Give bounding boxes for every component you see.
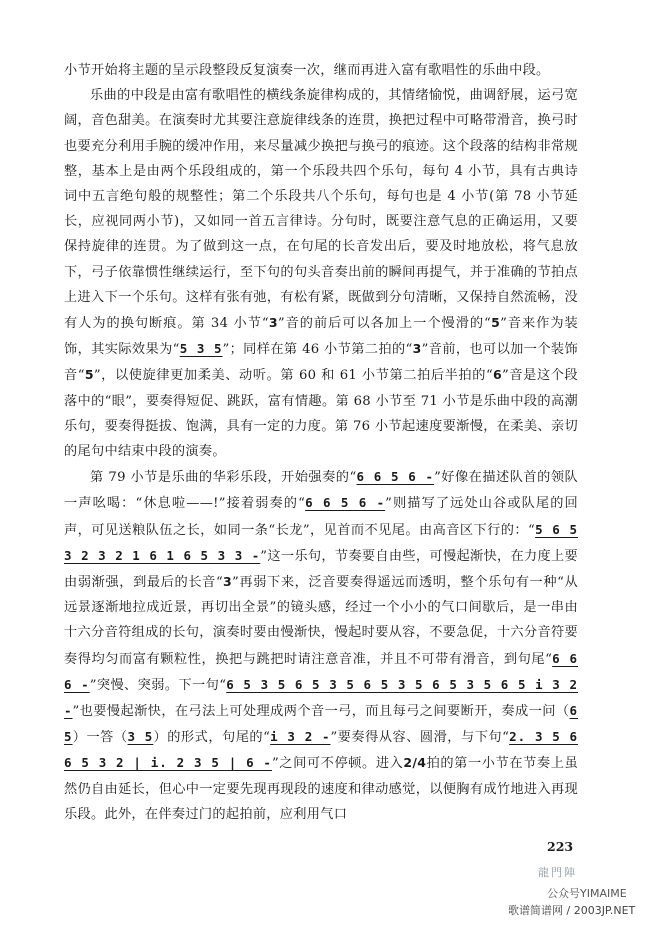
text-line: ”也要慢起渐快，在 [72,704,189,720]
text-line: 速度和律动感觉，以便胸有成竹地进入再现乐段。此外，在伴奏过门的起拍前，应利用气口 [64,781,578,822]
text-line: ）一答（ [72,730,128,746]
text-line: ”音的前后可以 [277,316,371,332]
text-line: 整性；第二个乐段共八个乐句，每句也是 4 小节(第 78 小节延长，应视同两小节)，又如同一 [64,189,579,230]
text-line: 拍的第一小节在节奏上虽然仍自由延长，但心中一定要先现再现段的 [64,756,578,797]
text-line: 利用手腕的缓冲作用，来尽量减少换把与换弓的痕迹。这个段落的结构非常规整，基本上是 [64,138,578,179]
jianpu-notation: 6 5 [64,703,578,745]
paragraph-2 [64,83,578,464]
time-signature: 2/4 [403,755,427,771]
text-line: ”这一乐句，节奏要自由些，可慢起渐快，在力度 [260,548,551,564]
text-line: 之间可不停顿。进入 [279,756,404,772]
jianpu-note: 3 [412,341,422,357]
text-line: 慢、突弱。下一句“ [110,677,227,693]
watermark-logo: 龍門陣 [538,866,577,879]
jianpu-notation: 2. 3 5 6 6 5 3 2 | i. 2 3 5 | 6 - [64,729,578,771]
text-line: 音奏出前的瞬间再提气，并于准确的节拍点上进入下一个乐句。这样有张有弛，有松有紧， [64,264,578,305]
text-line: ”再弱下来，泛音要奏得遥远而透明，整个乐句有一种“从 [232,575,578,591]
text-line: 至 71 小节是乐曲中段的高潮乐句，要奏得挺拔、饱满，具有一定的力度。第 76 小节起速度 [64,393,578,434]
text-line: 声，可见送粮队伍之长，如同一条“长龙”，见首而不见尾。由高音区下行的： [64,522,529,538]
text-line: 而富有颗粒性，换把与跳把时请注意音准，并且不可带有滑音，到句尾“ [118,651,553,667]
text-line: 一声吆喝：“休息啦——!”接着弱奏的“ [64,496,306,512]
jianpu-notation: 6 6 6 - [64,650,578,692]
text-line: ”则描写了远处山谷或队尾的回 [385,496,578,512]
text-line: 第 79 小节是乐曲的华彩乐段，开始强奏的“ [90,470,357,486]
jianpu-note: 3 [223,574,233,590]
text-line: 远景逐渐地拉成近景，再切出全景”的镜头感，经过一个小小的气口间歇后，是一串由十六 [64,600,578,641]
jianpu-note: 5 [84,367,94,383]
text-line: ”音前，也可以加一个装饰音“ [64,342,578,384]
watermark-text: 公众号YIMAIME [547,887,627,900]
text-line: ）的形式，句 [153,730,236,746]
jianpu-notation: 6 6 5 6 - [305,495,386,511]
paragraph-3 [64,464,578,827]
jianpu-note: 6 [493,367,503,383]
text-line: ” [271,756,279,772]
body-text [64,58,578,827]
text-line: 上要由弱渐强，到最后的长音“ [64,548,578,591]
text-line: 要渐慢，在柔美、亲切的尾句中结束中段的演奏。 [64,418,578,460]
text-line: 由两个乐段组成的，第一个乐段共四个乐句，每句 4 小节，具有古典诗词中五言绝句般的规 [64,163,578,205]
jianpu-notation: 5 3 5 [179,341,223,357]
jianpu-notation: 6 5 3 5 6 5 3 5 6 5 3 5 6 5 3 5 6 5 i 3 2 - [64,676,578,719]
text-line: ”，以使旋律更加柔美、动听。第 60 和 61 小节第 [93,368,404,384]
text-line: ”好像在描述队首的领队 [434,470,578,486]
text-line: ”；同样在第 46 小节第二拍 [222,342,392,358]
text-line: 在句尾的长音发出后，要及时地放松，将气息放下，弓子依靠惯性继续运行，至下句的句头 [64,239,578,280]
text-line: 二拍后半拍的“ [403,368,494,384]
text-line: 小节开始将主题的呈示段整段反复演奏一次，继而再进入富有歌唱性的乐曲中段。 [64,63,550,78]
text-line: ”音来作为装饰，其实际效果为“ [64,316,579,358]
text-line: 乐曲的中段是由富有歌唱性的横线条旋律构成的，其情绪愉悦，曲调舒展，运弓宽阔， [64,88,578,129]
text-line: 各加上一个慢滑的“ [370,316,492,332]
text-line: 尾的“ [235,730,271,746]
jianpu-notation: 6 6 5 6 - [356,469,435,485]
jianpu-notation: 3 5 [127,729,154,745]
text-line: 分音符组成的长句，演奏时要由慢渐快，慢起时要从容，不要急促，十六分音符要奏得均匀 [64,625,578,667]
text-line: ”突 [89,677,111,693]
jianpu-note: 3 [268,315,278,331]
paragraph-1 [64,58,578,83]
text-line: ”要奏得从容、圆滑，与下句“ [330,730,510,746]
page-number: 223 [547,839,574,854]
text-line: 既做到分句清晰，又保持自然流畅，没有人为的换句断痕。第 34 小节“ [64,289,578,332]
text-line: 弓法上可处理成两个音一弓，而且每弓之间要断开，奏成一问（ [188,704,570,720]
text-line: “ [528,522,536,538]
text-line: 首五言律诗。分句时，既要注意气息的正确运用，又要保持旋律的连贯。为了做到这一点， [64,214,579,255]
watermark-text: 歌谱简谱网 / 2003JP.NET [508,904,636,917]
text-line: 的“ [391,342,413,358]
jianpu-notation: 5 6 5 3 2 3 2 1 6 1 6 5 3 3 - [64,521,578,563]
jianpu-notation: i 3 2 - [270,729,331,745]
jianpu-note: 5 [491,315,501,331]
text-line: 音色甜美。在演奏时尤其要注意旋律线条的连贯，换把过程中可略带滑音，换弓时也要充分 [64,113,578,154]
text-line: ”音是这个段落中的“眼”，要奏得短促、跳跃，富有情趣。第 68 小节 [64,368,579,409]
